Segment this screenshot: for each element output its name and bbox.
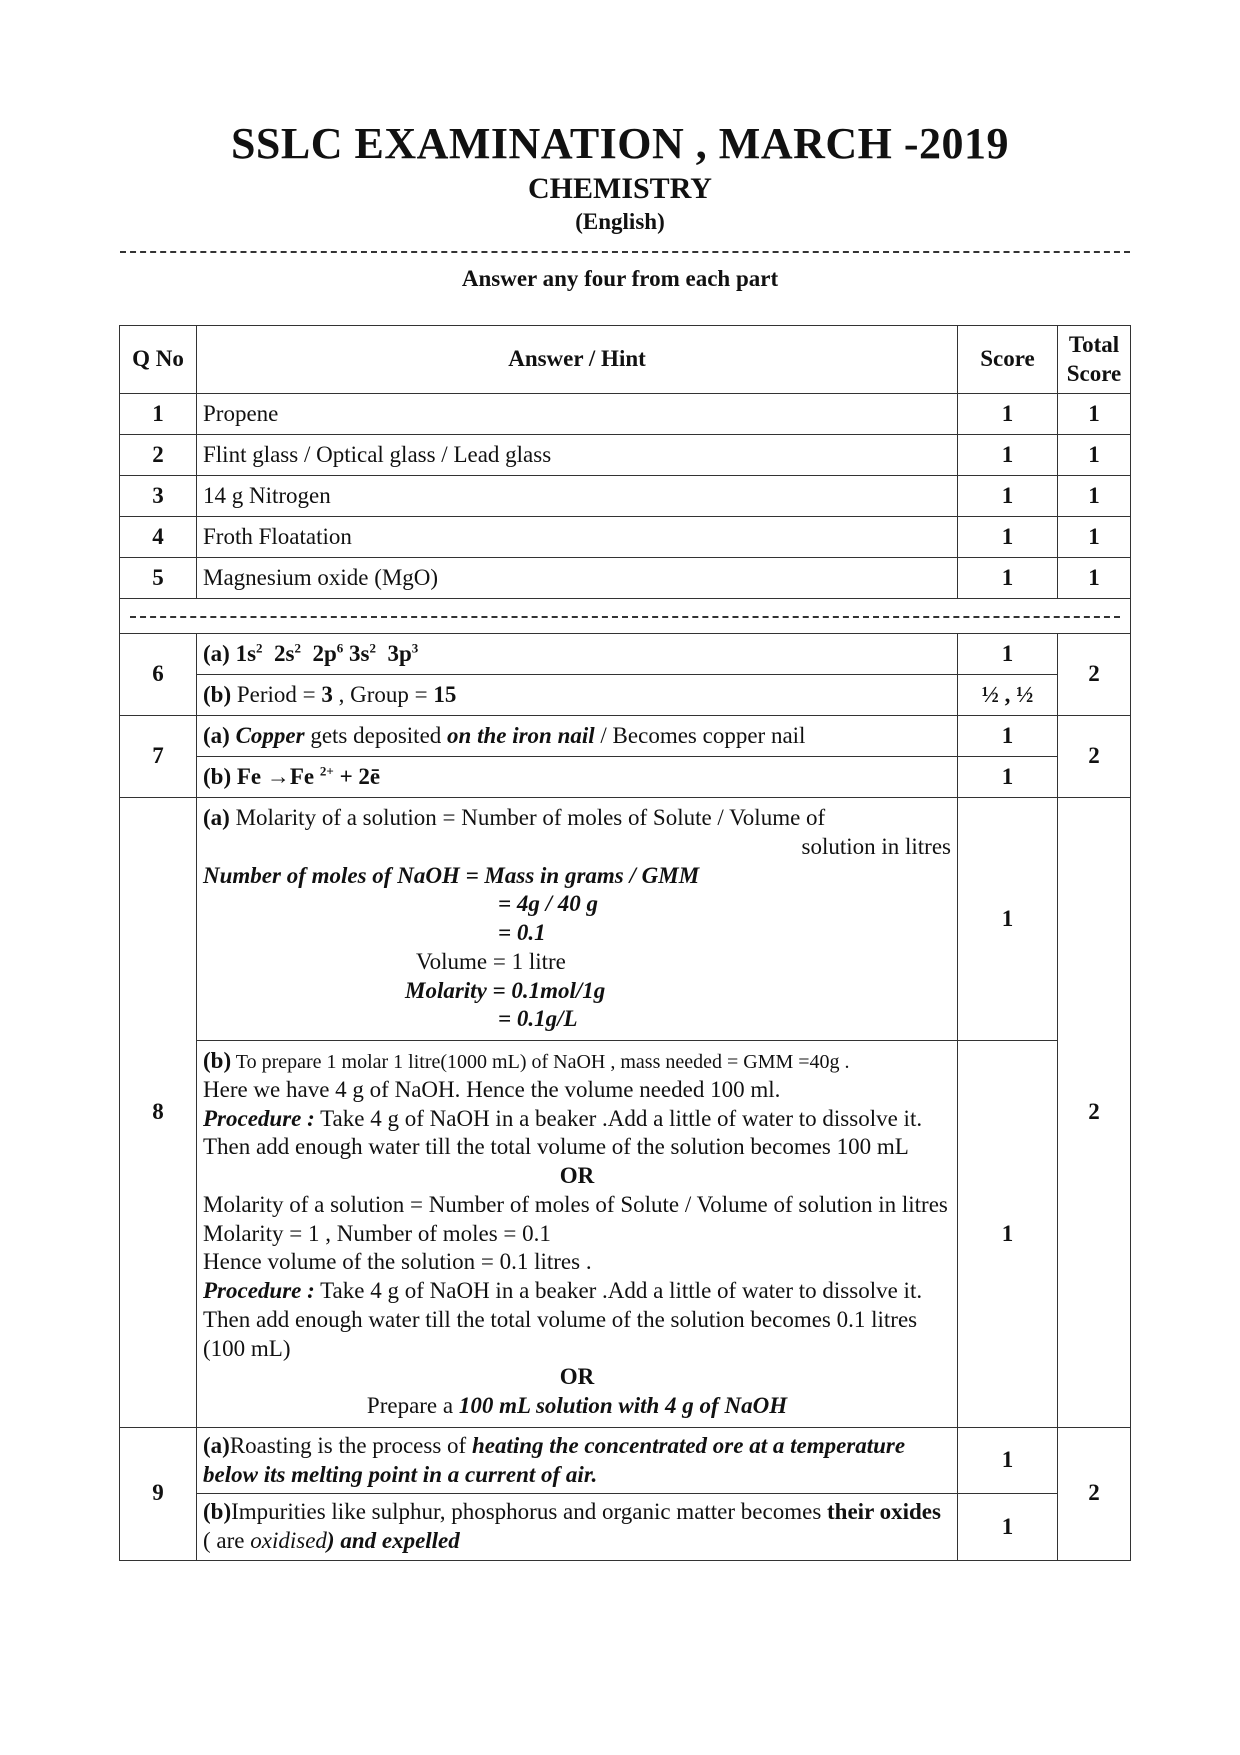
qno-cell: 9 <box>120 1427 197 1560</box>
table-row <box>120 517 1131 558</box>
answer-cell: (a) Copper gets deposited on the iron nail / Becomes copper nail <box>197 716 958 757</box>
qno-cell: 5 <box>120 558 197 599</box>
col-header-score: Score <box>958 326 1058 394</box>
score-cell: 1 <box>958 435 1058 476</box>
table-row <box>120 1494 1131 1561</box>
table-row <box>120 394 1131 435</box>
part-separator <box>120 599 1131 634</box>
col-header-qno: Q No <box>120 326 197 394</box>
answer-cell: (b) To prepare 1 molar 1 litre(1000 mL) of NaOH , mass needed = GMM =40g . Here we have 4 g of NaOH. Hence the volume needed 100 ml. Procedure : Take 4 g of NaOH in a beaker .Add a little of water to dissolve it. Then add enough water till the total volume of the solution becomes 100 mL OR Molarity of a solution = Number of moles of Solute / Volume of solution in litres Molarity = 1 , Number of moles = 0.1 Hence volume of the solution = 0.1 litres . Procedure : Take 4 g of NaOH in a beaker .Add a little of water to dissolve it. Then add enough water till the total volume of the solution becomes 0.1 litres (100 mL) OR Prepare a 100 mL solution with 4 g of NaOH <box>197 1041 958 1428</box>
part-separator-row <box>120 599 1131 634</box>
score-cell: 1 <box>958 798 1058 1041</box>
qno-cell: 4 <box>120 517 197 558</box>
col-header-total-line1: Total <box>1068 331 1120 357</box>
qno-cell: 1 <box>120 394 197 435</box>
part-label: (b) <box>203 1048 232 1073</box>
total-cell: 2 <box>1058 1427 1131 1560</box>
total-cell: 1 <box>1058 476 1131 517</box>
header-divider <box>120 251 1130 253</box>
score-cell: 1 <box>958 1427 1058 1494</box>
instruction-text: Answer any four from each part <box>461 266 779 291</box>
or-label: OR <box>559 1364 595 1390</box>
answer-cell: (b)Impurities like sulphur, phosphorus and organic matter becomes their oxides ( are oxidised) and expelled <box>197 1494 958 1561</box>
table-row <box>120 558 1131 599</box>
qno-cell: 6 <box>120 634 197 716</box>
separator-dashes <box>130 616 1120 618</box>
table-row <box>120 716 1131 757</box>
score-cell: 1 <box>958 1041 1058 1428</box>
score-cell: 1 <box>958 476 1058 517</box>
answer-table <box>119 325 1131 1561</box>
answer-cell: (a)Roasting is the process of heating the concentrated ore at a temperature below its melting point in a current of air. <box>197 1427 958 1494</box>
part-label: (a) <box>203 805 230 830</box>
table-row <box>120 1041 1131 1428</box>
score-cell: 1 <box>958 517 1058 558</box>
answer-cell: 14 g Nitrogen <box>197 476 958 517</box>
qno-cell: 7 <box>120 716 197 798</box>
total-cell: 1 <box>1058 517 1131 558</box>
total-cell: 1 <box>1058 558 1131 599</box>
answer-cell: Magnesium oxide (MgO) <box>197 558 958 599</box>
answer-cell: (b) Period = 3 , Group = 15 <box>197 675 958 716</box>
col-header-total-line2: Score <box>1066 360 1122 386</box>
total-cell: 1 <box>1058 394 1131 435</box>
total-cell: 2 <box>1058 716 1131 798</box>
col-header-answer: Answer / Hint <box>197 326 958 394</box>
table-row <box>120 798 1131 1041</box>
total-cell: 2 <box>1058 798 1131 1428</box>
electron-config: $1s^2$ $2s^2$ $2p^6$ $3s^2$ $3p^3$ <box>235 639 419 666</box>
answer-cell: (a) Molarity of a solution = Number of moles of Solute / Volume of solution in litres Number of moles of NaOH = Mass in grams / GMM = 4g / 40 g = 0.1 Volume = 1 litre Molarity = 0.1mol/1g = 0.1g/L <box>197 798 958 1041</box>
score-cell: 1 <box>958 716 1058 757</box>
table-row <box>120 1427 1131 1494</box>
answer-cell: Propene <box>197 394 958 435</box>
answer-cell: (b) Fe →Fe $^{2+}$ + 2ē <box>197 757 958 798</box>
part-label: (a) <box>203 722 230 748</box>
answer-cell <box>197 634 958 675</box>
qno-cell: 2 <box>120 435 197 476</box>
table-row <box>120 634 1131 675</box>
part-label: (a) <box>203 1432 230 1458</box>
part-label: (b) <box>203 1499 232 1525</box>
total-cell: 1 <box>1058 435 1131 476</box>
qno-cell: 3 <box>120 476 197 517</box>
table-row <box>120 435 1131 476</box>
part-label: (b) <box>203 681 232 707</box>
score-cell: 1 <box>958 634 1058 675</box>
or-label: OR <box>559 1163 595 1188</box>
table-header-row <box>120 326 1131 394</box>
score-cell: 1 <box>958 1494 1058 1561</box>
table-row <box>120 476 1131 517</box>
score-cell: 1 <box>958 394 1058 435</box>
score-cell: 1 <box>958 757 1058 798</box>
exam-title: SSLC EXAMINATION , MARCH -2019 <box>230 119 1010 168</box>
score-cell: 1 <box>958 558 1058 599</box>
qno-cell: 8 <box>120 798 197 1428</box>
subject-title: CHEMISTRY <box>528 172 712 205</box>
answer-cell: Froth Floatation <box>197 517 958 558</box>
score-cell: ½ , ½ <box>958 675 1058 716</box>
answer-cell: Flint glass / Optical glass / Lead glass <box>197 435 958 476</box>
part-label: (a) <box>203 640 230 666</box>
language-label: (English) <box>575 209 665 234</box>
col-header-total <box>1058 326 1131 394</box>
table-row <box>120 675 1131 716</box>
total-cell: 2 <box>1058 634 1131 716</box>
table-row <box>120 757 1131 798</box>
